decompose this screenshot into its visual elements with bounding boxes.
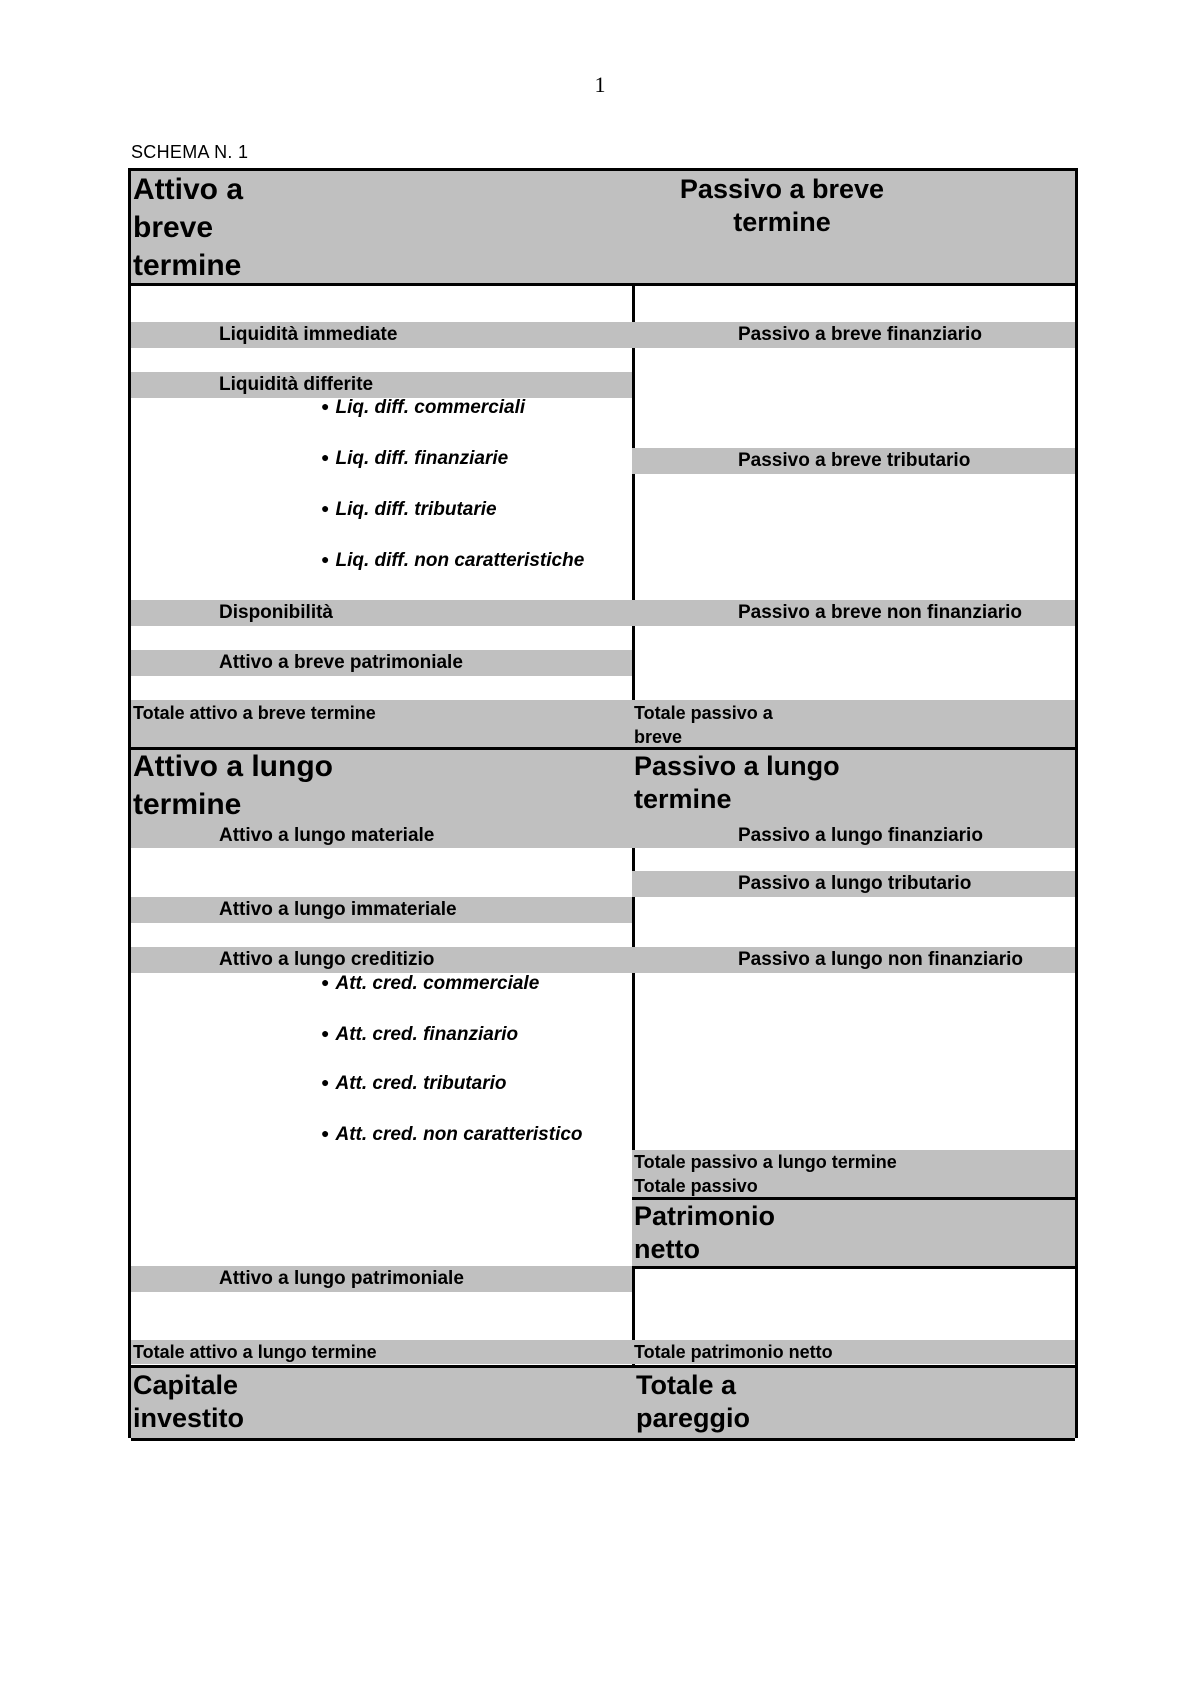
attivo-lungo-patrimoniale-label: Attivo a lungo patrimoniale bbox=[219, 1268, 464, 1289]
bullet-icon: ● bbox=[321, 1125, 330, 1141]
passivo-lungo-header bbox=[632, 747, 1075, 827]
list-item-label: Att. cred. tributario bbox=[335, 1073, 507, 1094]
attivo-lungo-immateriale-row bbox=[131, 897, 632, 923]
disponibilita-label: Disponibilità bbox=[219, 602, 333, 623]
list-item bbox=[321, 1124, 583, 1146]
passivo-lungo-non-finanziario-row bbox=[632, 947, 1075, 973]
list-item-label: Liq. diff. tributarie bbox=[335, 499, 497, 520]
passivo-lungo-finanziario-row bbox=[632, 824, 1075, 848]
patrimonio-netto-line: netto bbox=[634, 1234, 700, 1264]
bullet-icon: ● bbox=[321, 1025, 330, 1041]
totale-patrimonio-netto-row bbox=[632, 1340, 1075, 1364]
passivo-breve-non-finanziario-row bbox=[632, 600, 1075, 626]
totale-patrimonio-netto-label: Totale patrimonio netto bbox=[634, 1342, 833, 1362]
page-number: 1 bbox=[594, 72, 606, 97]
bullet-icon: ● bbox=[321, 1074, 330, 1090]
passivo-breve-tributario-row bbox=[632, 448, 1075, 474]
list-item-label: Att. cred. finanziario bbox=[335, 1024, 519, 1045]
totale-attivo-breve-row bbox=[131, 700, 632, 748]
schema-label: SCHEMA N. 1 bbox=[131, 142, 249, 162]
balance-sheet-scheme bbox=[128, 168, 1078, 1438]
attivo-breve-header-line: Attivo a bbox=[133, 173, 244, 206]
passivo-lungo-header-line: Passivo a lungo bbox=[634, 751, 840, 781]
totale-passivo-breve-row bbox=[632, 700, 1075, 748]
passivo-lungo-finanziario-label: Passivo a lungo finanziario bbox=[738, 825, 983, 846]
attivo-lungo-immateriale-label: Attivo a lungo immateriale bbox=[219, 899, 457, 920]
attivo-breve-header bbox=[131, 168, 632, 286]
totale-attivo-breve-label: Totale attivo a breve termine bbox=[133, 703, 376, 723]
list-item-label: Att. cred. non caratteristico bbox=[335, 1124, 583, 1145]
passivo-breve-non-finanziario-label: Passivo a breve non finanziario bbox=[738, 602, 1023, 623]
capitale-investito-line: investito bbox=[133, 1403, 245, 1433]
capitale-investito-line: Capitale bbox=[133, 1370, 239, 1400]
list-item bbox=[321, 448, 508, 470]
list-item-label: Liq. diff. finanziarie bbox=[335, 448, 509, 469]
totale-passivo-label: Totale passivo bbox=[634, 1176, 758, 1196]
passivo-lungo-header-line: termine bbox=[634, 784, 732, 814]
bullet-icon: ● bbox=[321, 449, 330, 465]
totale-attivo-lungo-label: Totale attivo a lungo termine bbox=[133, 1342, 377, 1362]
liquidita-differite-label: Liquidità differite bbox=[219, 374, 374, 395]
liquidita-immediate-label: Liquidità immediate bbox=[219, 324, 398, 345]
attivo-lungo-patrimoniale-row bbox=[131, 1266, 632, 1292]
passivo-breve-finanziario-row bbox=[632, 322, 1075, 348]
passivo-lungo-tributario-label: Passivo a lungo tributario bbox=[738, 873, 972, 894]
patrimonio-netto-header bbox=[632, 1197, 1075, 1269]
disponibilita-row bbox=[131, 600, 632, 626]
attivo-lungo-materiale-row bbox=[131, 824, 632, 848]
totale-passivo-lungo-label: Totale passivo a lungo termine bbox=[634, 1152, 897, 1172]
capitale-investito-footer bbox=[131, 1365, 632, 1441]
attivo-column bbox=[128, 168, 635, 1438]
list-item bbox=[321, 973, 539, 995]
passivo-breve-header-line: termine bbox=[733, 207, 831, 237]
passivo-lungo-non-finanziario-label: Passivo a lungo non finanziario bbox=[738, 949, 1024, 970]
bullet-icon: ● bbox=[321, 398, 330, 414]
bullet-icon: ● bbox=[321, 551, 330, 567]
list-item-label: Att. cred. commerciale bbox=[335, 973, 540, 994]
totale-pareggio-footer bbox=[632, 1365, 1075, 1441]
attivo-lungo-creditizio-row bbox=[131, 947, 632, 973]
liquidita-immediate-row bbox=[131, 322, 632, 348]
bullet-icon: ● bbox=[321, 974, 330, 990]
passivo-breve-finanziario-label: Passivo a breve finanziario bbox=[738, 324, 982, 345]
totale-passivo-breve-line: Totale passivo a bbox=[634, 703, 773, 723]
totale-passivo-breve-line: breve bbox=[634, 727, 683, 747]
passivo-breve-tributario-label: Passivo a breve tributario bbox=[738, 450, 971, 471]
totale-passivo-lungo-row bbox=[632, 1150, 1075, 1198]
attivo-breve-header-line: termine bbox=[133, 249, 242, 282]
attivo-lungo-header-line: termine bbox=[133, 788, 242, 821]
list-item bbox=[321, 1073, 506, 1095]
passivo-lungo-tributario-row bbox=[632, 871, 1075, 897]
totale-attivo-lungo-row bbox=[131, 1340, 632, 1364]
list-item-label: Liq. diff. commerciali bbox=[335, 397, 526, 418]
list-item bbox=[321, 499, 497, 521]
liquidita-differite-row bbox=[131, 372, 632, 398]
list-item bbox=[321, 550, 584, 572]
totale-pareggio-line: Totale a bbox=[636, 1370, 737, 1400]
patrimonio-netto-line: Patrimonio bbox=[634, 1201, 776, 1231]
attivo-breve-patrimoniale-row bbox=[131, 650, 632, 676]
attivo-lungo-creditizio-label: Attivo a lungo creditizio bbox=[219, 949, 435, 970]
list-item-label: Liq. diff. non caratteristiche bbox=[335, 550, 585, 571]
attivo-breve-header-line: breve bbox=[133, 211, 214, 244]
passivo-breve-header-line: Passivo a breve bbox=[679, 174, 885, 204]
passivo-breve-header bbox=[632, 168, 1075, 286]
passivo-column bbox=[632, 168, 1078, 1438]
totale-pareggio-line: pareggio bbox=[636, 1403, 751, 1433]
list-item bbox=[321, 1024, 518, 1046]
attivo-breve-patrimoniale-label: Attivo a breve patrimoniale bbox=[219, 652, 463, 673]
list-item bbox=[321, 397, 525, 419]
attivo-lungo-materiale-label: Attivo a lungo materiale bbox=[219, 825, 435, 846]
attivo-lungo-header bbox=[131, 747, 632, 827]
bullet-icon: ● bbox=[321, 500, 330, 516]
attivo-lungo-header-line: Attivo a lungo bbox=[133, 750, 333, 783]
